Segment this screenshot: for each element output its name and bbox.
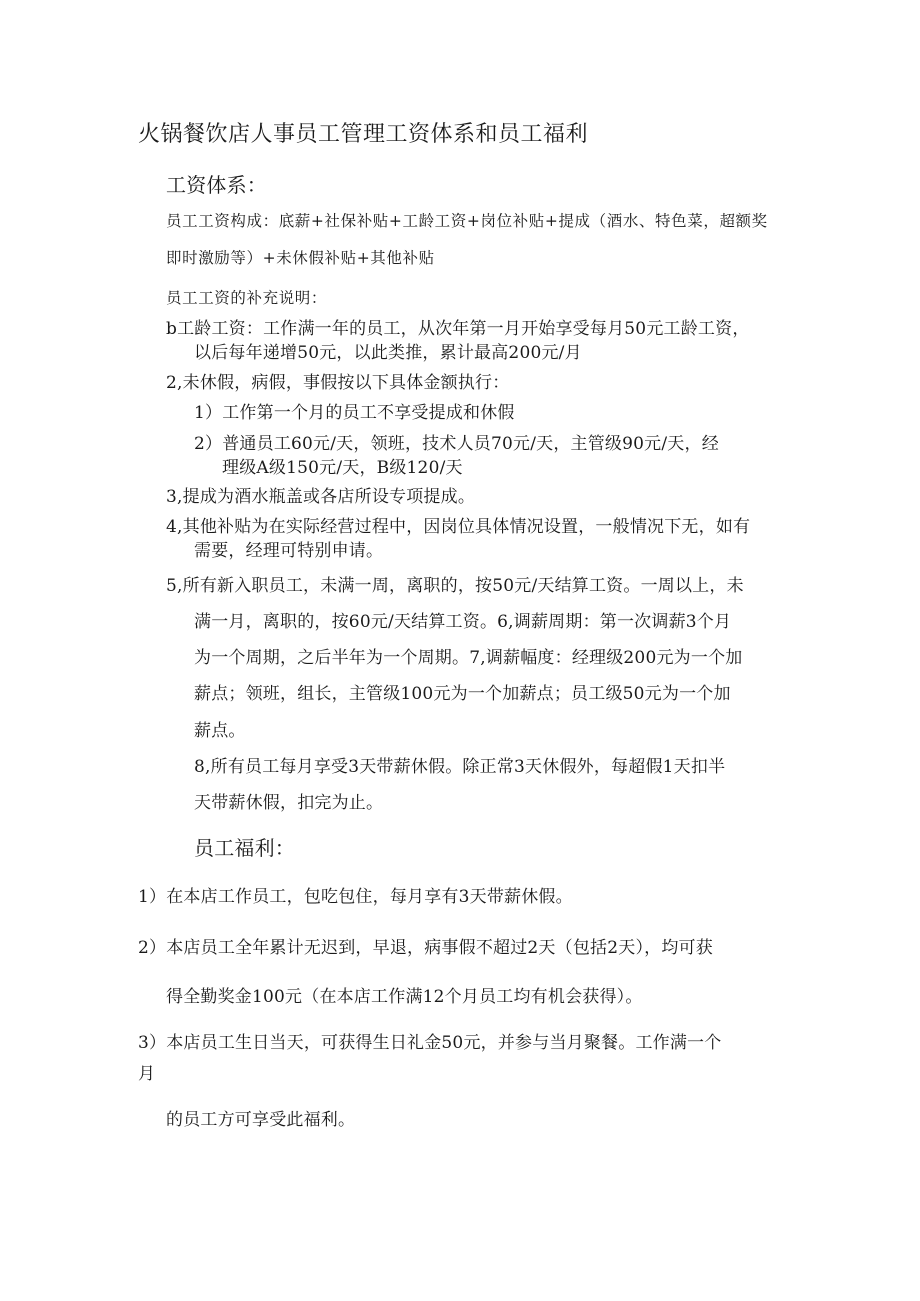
- supplement-heading: 员工工资的补充说明：: [166, 289, 328, 307]
- item-new-hire-line-3: 为一个周期，之后半年为一个周期。7,调薪幅度：经理级200元为一个加: [194, 648, 743, 668]
- benefit-2-line-1: 2）本店员工全年累计无迟到，早退，病事假不超过2天（包括2天），均可获: [138, 938, 713, 958]
- item-seniority-line-2: 以后每年递增50元，以此类推，累计最高200元/月: [194, 343, 582, 363]
- salary-composition-line-2: 即时激励等）+未休假补贴+其他补贴: [166, 249, 435, 267]
- item-new-hire-line-5: 薪点。: [194, 721, 246, 741]
- item-commission: 3,提成为酒水瓶盖或各店所设专项提成。: [166, 487, 476, 507]
- benefit-3-line-3: 的员工方可享受此福利。: [166, 1110, 356, 1130]
- document-title: 火锅餐饮店人事员工管理工资体系和员工福利: [138, 122, 589, 147]
- salary-composition-line-1: 员工工资构成：底薪+社保补贴+工龄工资+岗位补贴+提成（酒水、特色菜，超额奖: [166, 212, 768, 230]
- benefits-section-heading: 员工福利：: [194, 836, 295, 860]
- item-leave-sub-2-line-2: 理级A级150元/天，B级120/天: [222, 458, 463, 478]
- item-leave-heading: 2,未休假，病假，事假按以下具体金额执行：: [166, 373, 510, 393]
- benefit-3-line-1: 3）本店员工生日当天，可获得生日礼金50元，并参与当月聚餐。工作满一个: [138, 1033, 722, 1053]
- item-leave-sub-1: 1）工作第一个月的员工不享受提成和休假: [194, 403, 515, 423]
- item-seniority-line-1: b工龄工资：工作满一年的员工，从次年第一月开始享受每月50元工龄工资，: [166, 319, 750, 339]
- item-paid-leave-line-2: 天带薪休假，扣完为止。: [194, 793, 384, 813]
- benefit-3-line-2: 月: [138, 1064, 156, 1084]
- item-new-hire-line-2: 满一月，离职的，按60元/天结算工资。6,调薪周期：第一次调薪3个月: [194, 612, 732, 632]
- salary-section-heading: 工资体系：: [166, 173, 267, 197]
- item-new-hire-line-1: 5,所有新入职员工，未满一周，离职的，按50元/天结算工资。一周以上，未: [166, 576, 744, 596]
- item-new-hire-line-4: 薪点；领班，组长，主管级100元为一个加薪点；员工级50元为一个加: [194, 684, 731, 704]
- item-paid-leave-line-1: 8,所有员工每月享受3天带薪休假。除正常3天休假外，每超假1天扣半: [194, 757, 726, 777]
- benefit-1: 1）在本店工作员工，包吃包住，每月享有3天带薪休假。: [138, 887, 573, 907]
- benefit-2-line-2: 得全勤奖金100元（在本店工作满12个月员工均有机会获得）。: [166, 987, 643, 1007]
- item-other-subsidy-line-2: 需要，经理可特别申请。: [194, 541, 384, 561]
- item-leave-sub-2-line-1: 2）普通员工60元/天，领班，技术人员70元/天，主管级90元/天，经: [194, 434, 719, 454]
- item-other-subsidy-line-1: 4,其他补贴为在实际经营过程中，因岗位具体情况设置，一般情况下无，如有: [166, 517, 751, 537]
